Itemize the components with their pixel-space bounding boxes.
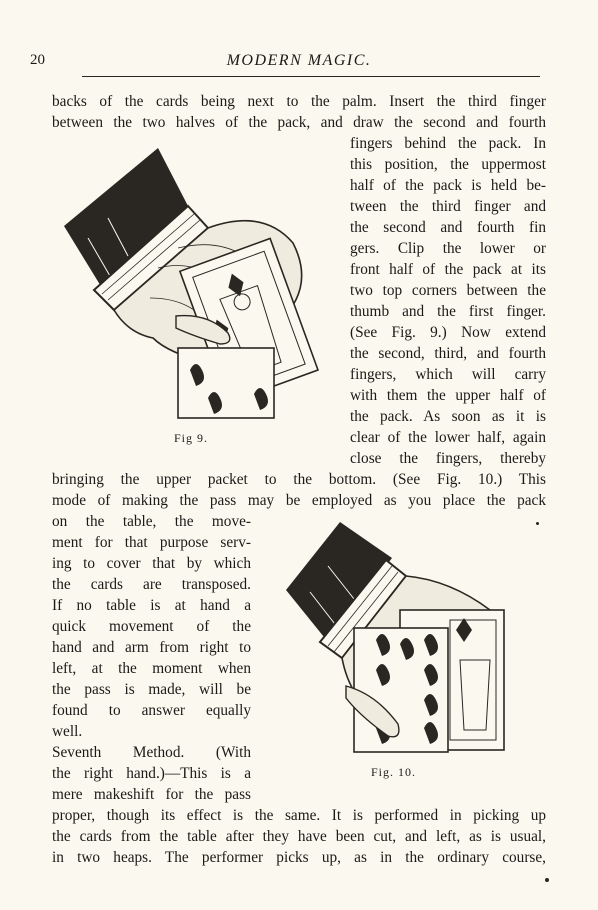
text-line: with them the upper half of: [350, 387, 546, 404]
text-line: found to answer equally: [52, 702, 251, 719]
text-line: the right hand.)—This is a: [52, 765, 251, 782]
text-line: the second, third, and fourth: [350, 345, 546, 362]
text-line: this position, the uppermost: [350, 156, 546, 173]
text-line: half of the pack is held be-: [350, 177, 546, 194]
running-title: MODERN MAGIC.: [226, 52, 372, 69]
text-line: thumb and the first finger.: [350, 303, 546, 320]
text-line: (See Fig. 9.) Now extend: [350, 324, 546, 341]
text-line: hand and arm from right to: [52, 639, 251, 656]
text-line: close the fingers, thereby: [350, 450, 546, 467]
text-line: tween the third finger and: [350, 198, 546, 215]
text-line: between the two halves of the pack, and draw the second and fourth: [52, 114, 546, 131]
text-line: gers. Clip the lower or: [350, 240, 546, 257]
text-line: clear of the lower half, again: [350, 429, 546, 446]
text-line: in two heaps. The performer picks up, as in the ordinary course,: [52, 849, 546, 866]
text-line: proper, though its effect is the same. It is performed in picking up: [52, 807, 546, 824]
figure-9-caption: Fig 9.: [174, 431, 209, 445]
text-line: fingers, which will carry: [350, 366, 546, 383]
text-line: fingers behind the pack. In: [350, 135, 546, 152]
figure-9-illustration: [58, 148, 326, 438]
text-line: the second and fourth fin: [350, 219, 546, 236]
header-rule: [82, 76, 540, 77]
text-line: front half of the pack at its: [350, 261, 546, 278]
text-line: the pass is made, will be: [52, 681, 251, 698]
text-line: Seventh Method. (With: [52, 744, 251, 761]
text-line: ment for that purpose serv-: [52, 534, 251, 551]
text-line: bringing the upper packet to the bottom. (See Fig. 10.) This: [52, 471, 546, 488]
text-line: the pack. As soon as it is: [350, 408, 546, 425]
page-number: 20: [30, 52, 45, 68]
text-line: the cards are transposed.: [52, 576, 251, 593]
text-line: left, at the moment when: [52, 660, 251, 677]
figure-10-illustration: [280, 510, 528, 760]
text-line: backs of the cards being next to the palm. Insert the third finger: [52, 93, 546, 110]
running-header: [0, 52, 598, 74]
text-line: If no table is at hand a: [52, 597, 251, 614]
text-line: ing to cover that by which: [52, 555, 251, 572]
figure-10-caption: Fig. 10.: [371, 765, 417, 779]
text-line: mere makeshift for the pass: [52, 786, 251, 803]
text-line: two top corners between the: [350, 282, 546, 299]
text-line: quick movement of the: [52, 618, 251, 635]
text-line: the cards from the table after they have been cut, and left, as is usual,: [52, 828, 546, 845]
text-line: well.: [52, 723, 83, 740]
text-line: mode of making the pass may be employed as you place the pack: [52, 492, 546, 509]
text-line: on the table, the move-: [52, 513, 251, 530]
